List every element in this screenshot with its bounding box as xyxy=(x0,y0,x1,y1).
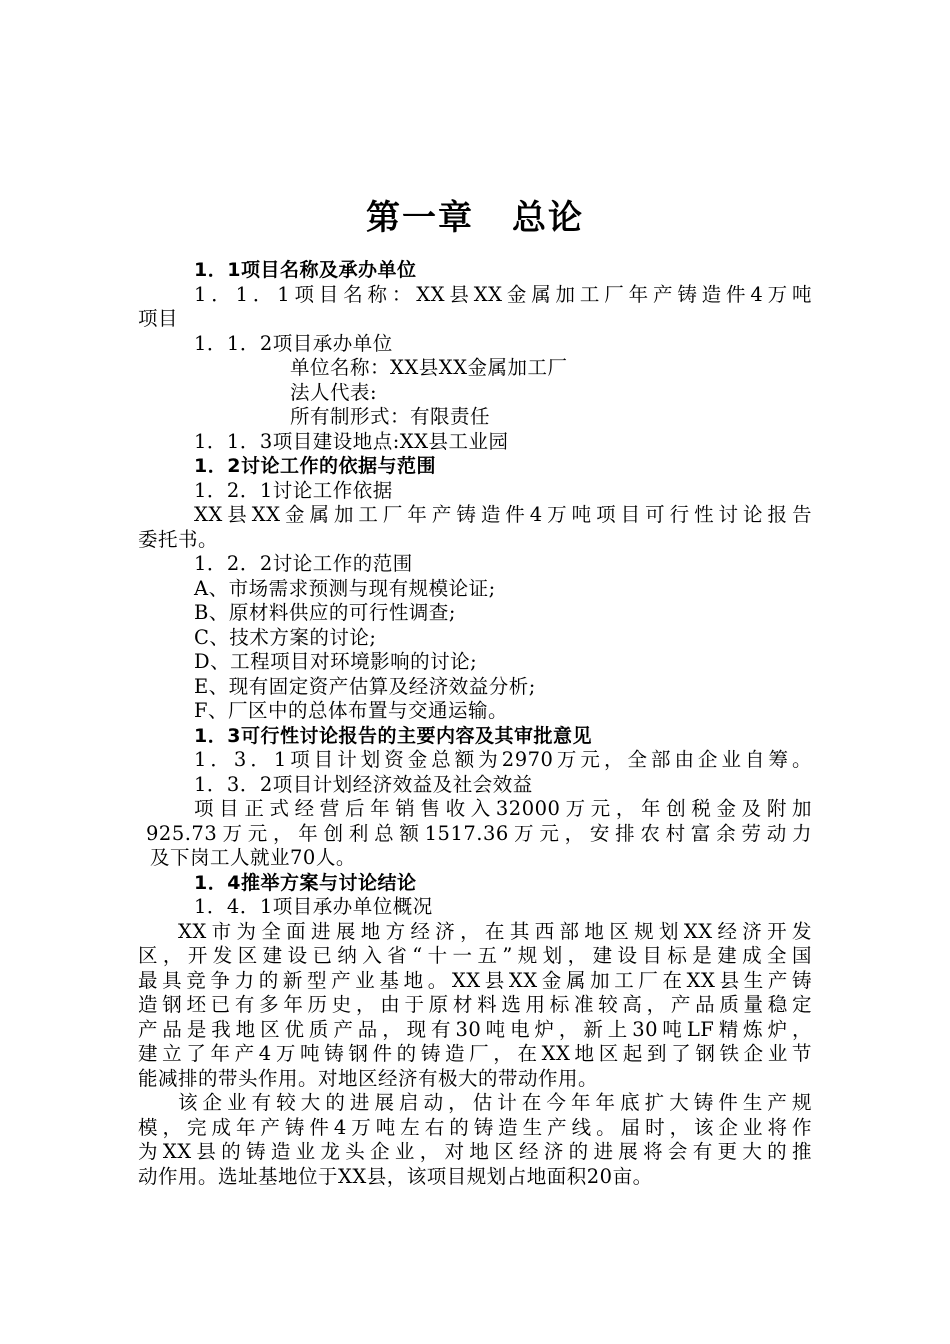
text-line: 单位名称：XX县XX金属加工厂 xyxy=(290,356,568,379)
text-line: XX市为全面进展地方经济，在其西部地区规划XX经济开发 xyxy=(178,919,812,943)
text-line: 法人代表: xyxy=(290,380,378,404)
text-line: 项目正式经营后年销售收入32000万元，年创税金及附加 xyxy=(194,797,812,820)
section-heading: 1．2讨论工作的依据与范围 xyxy=(194,455,436,477)
text-line: 925.73万元，年创利总额1517.36万元，安排农村富余劳动力 xyxy=(146,821,812,845)
text-line: 造钢坯已有多年历史，由于原材料选用标准较高，产品质量稳定 xyxy=(138,993,812,1016)
text-line: 及下岗工人就业70人。 xyxy=(150,846,356,869)
text-line: 1．4．1项目承办单位概况 xyxy=(194,895,433,918)
text-line: 最具竞争力的新型产业基地。XX县XX金属加工厂在XX县生产铸 xyxy=(138,968,812,992)
text-line: 所有制形式：有限责任 xyxy=(290,405,491,428)
list-item: B、原材料供应的可行性调查; xyxy=(194,601,456,624)
text-line: 该企业有较大的进展启动，估计在今年年底扩大铸件生产规 xyxy=(178,1091,812,1114)
text-line: 1．1．3项目建设地点:XX县工业园 xyxy=(194,429,509,453)
document-body xyxy=(138,258,812,1189)
list-item: C、技术方案的讨论; xyxy=(194,625,377,649)
text-line: 委托书。 xyxy=(138,527,219,551)
chapter-name: 总论 xyxy=(512,198,584,238)
section-heading: 1．4推举方案与讨论结论 xyxy=(194,871,417,894)
list-item: D、工程项目对环境影响的讨论; xyxy=(194,650,478,673)
text-line: 产品是我地区优质产品，现有30吨电炉，新上30吨LF精炼炉， xyxy=(138,1017,812,1041)
text-line: 动作用。选址基地位于XX县，该项目规划占地面积20亩。 xyxy=(138,1164,653,1188)
text-line: 为XX县的铸造业龙头企业，对地区经济的进展将会有更大的推 xyxy=(138,1140,812,1163)
text-line: 模，完成年产铸件4万吨左右的铸造生产线。届时，该企业将作 xyxy=(138,1115,812,1139)
text-line: 1．1．1项目名称：XX县XX金属加工厂年产铸造件4万吨 xyxy=(194,282,812,306)
section-heading: 1．1项目名称及承办单位 xyxy=(194,259,417,281)
chapter-number: 第一章 xyxy=(366,198,474,238)
text-line: XX县XX金属加工厂年产铸造件4万吨项目可行性讨论报告 xyxy=(194,503,812,526)
chapter-title xyxy=(0,190,950,239)
text-line: 1．3．1项目计划资金总额为2970万元，全部由企业自筹。 xyxy=(194,748,812,771)
section-heading: 1．3可行性讨论报告的主要内容及其审批意见 xyxy=(194,724,592,747)
list-item: A、市场需求预测与现有规模论证; xyxy=(194,576,496,600)
list-item: F、厂区中的总体布置与交通运输。 xyxy=(194,699,509,722)
text-line: 项目 xyxy=(138,307,179,330)
text-line: 能减排的带头作用。对地区经济有极大的带动作用。 xyxy=(138,1066,599,1090)
text-line: 1．2．2讨论工作的范围 xyxy=(194,552,413,575)
text-line: 1．3．2项目计划经济效益及社会效益 xyxy=(194,772,533,796)
list-item: E、现有固定资产估算及经济效益分析; xyxy=(194,674,536,698)
text-line: 建立了年产4万吨铸钢件的铸造厂，在XX地区起到了钢铁企业节 xyxy=(138,1042,812,1065)
text-line: 1．1．2项目承办单位 xyxy=(194,331,393,355)
text-line: 区，开发区建设已纳入省“十一五”规划，建设目标是建成全国 xyxy=(138,944,812,967)
text-line: 1．2．1讨论工作依据 xyxy=(194,478,393,502)
